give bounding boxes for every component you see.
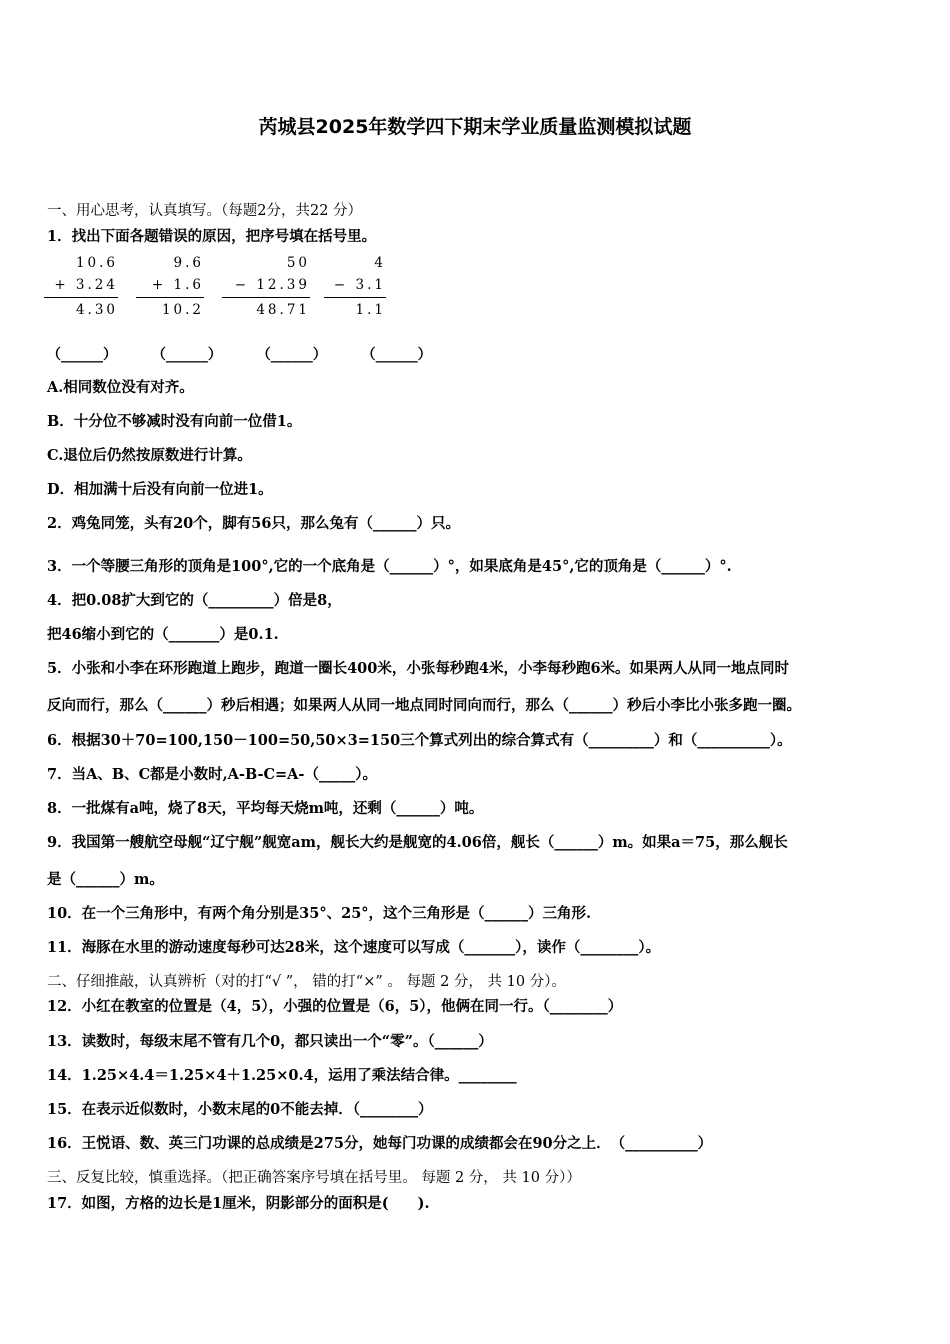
vertical-calc-4: [324, 252, 386, 321]
calc-3-result: 48.71: [256, 302, 310, 318]
question-16: 16．王悦语、数、英三门功课的总成绩是275分，她每门功课的成绩都会在90分之上． （__________）: [47, 1135, 713, 1152]
vertical-calc-1: [44, 252, 118, 321]
question-7: 7．当A、B、C都是小数时,A-B-C=A-（_____）。: [47, 766, 377, 783]
calc-2-operand: 9.6: [173, 255, 204, 271]
answer-blank[interactable]: （______）: [361, 347, 432, 363]
calc-2-rule: [136, 297, 204, 298]
calc-3-operator: − 12.39: [234, 277, 310, 293]
calc-2-operator: + 1.6: [151, 277, 204, 293]
calc-1-operator: + 3.24: [54, 277, 118, 293]
question-2: 2．鸡兔同笼，头有20个，脚有56只，那么兔有（______）只。: [47, 515, 460, 532]
answer-blank[interactable]: （______）: [151, 347, 222, 363]
vertical-calc-2: [136, 252, 204, 321]
option-c: C.退位后仍然按原数进行计算。: [47, 447, 252, 464]
question-10: 10．在一个三角形中，有两个角分别是35°、25°，这个三角形是（______）三角形.: [47, 905, 592, 922]
answer-blank[interactable]: （______）: [47, 347, 117, 363]
question-14: 14．1.25×4.4＝1.25×4＋1.25×0.4，运用了乘法结合律。________: [47, 1067, 517, 1084]
answer-blank[interactable]: （______）: [256, 347, 327, 363]
question-4: 4．把0.08扩大到它的（_________）倍是8，: [47, 592, 342, 609]
option-b: B．十分位不够减时没有向前一位借1。: [47, 413, 302, 430]
section-3-heading: 三、反复比较，慎重选择。（把正确答案序号填在括号里。 每题 2 分， 共 10 分））: [47, 1170, 581, 1186]
calc-3-operand: 50: [286, 255, 310, 271]
calc-2-result: 10.2: [161, 302, 204, 318]
question-11: 11．海豚在水里的游动速度每秒可达28米，这个速度可以写成（_______），读作（________）。: [47, 939, 661, 956]
calc-3-rule: [222, 297, 310, 298]
question-5: 5．小张和小李在环形跑道上跑步，跑道一圈长400米，小张每秒跑4米，小李每秒跑6米。如果两人从同一地点同时: [47, 660, 790, 677]
calc-4-operator: − 3.1: [333, 277, 386, 293]
calc-4-result: 1.1: [355, 302, 386, 318]
calc-4-rule: [324, 297, 386, 298]
question-5-continued: 反向而行，那么（______）秒后相遇；如果两人从同一地点同时同向而行，那么（______）秒后小李比小张多跑一圈。: [47, 697, 801, 714]
vertical-calc-3: [222, 252, 310, 321]
question-12: 12．小红在教室的位置是（4，5），小强的位置是（6，5），他俩在同一行。（________）: [47, 998, 623, 1015]
question-6: 6．根据30＋70=100,150－100=50,50×3=150三个算式列出的综合算式有（_________）和（__________）。: [47, 732, 792, 749]
answer-blanks-row: [47, 344, 462, 364]
calc-1-result: 4.30: [75, 302, 118, 318]
option-a: A.相同数位没有对齐。: [47, 379, 194, 396]
question-9-continued: 是（______）m。: [47, 871, 164, 888]
question-17: 17．如图，方格的边长是1厘米，阴影部分的面积是( ).: [47, 1195, 430, 1212]
question-8: 8．一批煤有a吨，烧了8天，平均每天烧m吨，还剩（______）吨。: [47, 800, 484, 817]
page-title: 芮城县2025年数学四下期末学业质量监测模拟试题: [258, 116, 692, 138]
question-9: 9．我国第一艘航空母舰“辽宁舰”舰宽am，舰长大约是舰宽的4.06倍，舰长（______）m。如果a＝75，那么舰长: [47, 834, 788, 851]
question-3: 3．一个等腰三角形的顶角是100°,它的一个底角是（______）°，如果底角是45°,它的顶角是（______）°.: [47, 558, 732, 575]
section-1-heading: 一、用心思考，认真填写。（每题2分，共22 分）: [47, 203, 363, 219]
question-15: 15．在表示近似数时，小数末尾的0不能去掉．（________）: [47, 1101, 433, 1118]
question-13: 13．读数时，每级末尾不管有几个0，都只读出一个“零”。（______）: [47, 1033, 493, 1050]
calc-1-rule: [44, 297, 118, 298]
calc-4-operand: 4: [374, 255, 386, 271]
question-1: 1．找出下面各题错误的原因，把序号填在括号里。: [47, 228, 377, 245]
question-4-continued: 把46缩小到它的（_______）是0.1.: [47, 626, 279, 643]
section-2-heading: 二、仔细推敲，认真辨析（对的打“√ ”， 错的打“×” 。 每题 2 分， 共 10 分）。: [47, 974, 566, 990]
calc-1-operand: 10.6: [75, 255, 118, 271]
option-d: D．相加满十后没有向前一位进1。: [47, 481, 273, 498]
